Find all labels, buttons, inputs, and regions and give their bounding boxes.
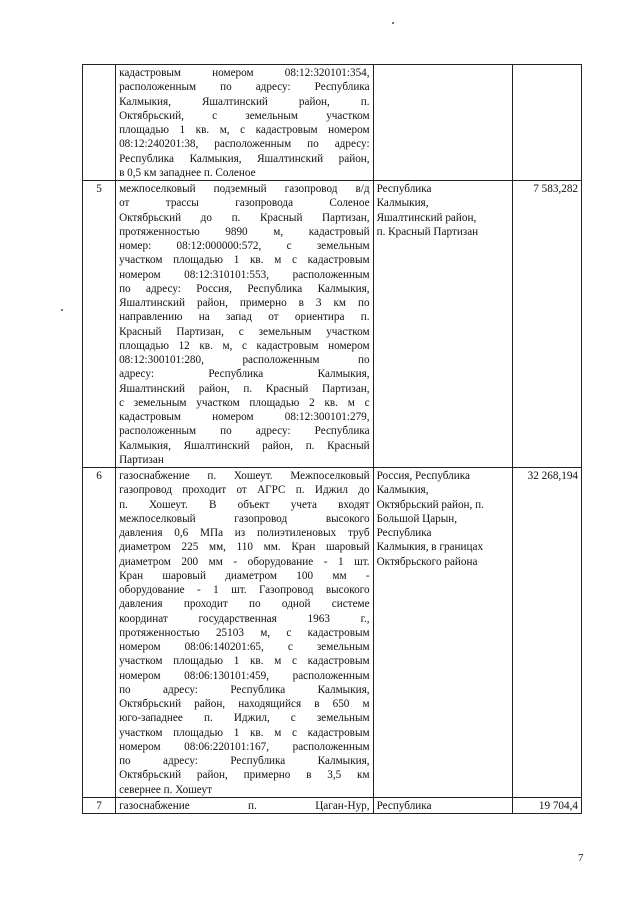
object-value: 19 704,4 [512, 797, 581, 813]
row-number [83, 65, 116, 181]
description-line: межпоселковый подземный газопровод в/д [119, 183, 370, 195]
scan-speck [392, 22, 394, 24]
address-line: Калмыкия, [376, 484, 429, 497]
description-line: давления проходит по одной системе [119, 598, 370, 611]
description-line: Калмыкия, Яшалтинский район, п. [119, 95, 370, 108]
description-line: номером 08:06:140201:65, с земельным [119, 641, 370, 653]
description-line: п. Хошеут. В объект учета входят [119, 498, 370, 511]
table-row [83, 468, 582, 798]
row-number: 6 [83, 468, 116, 798]
description-line: участком площадью 1 кв. м с кадастровым [119, 726, 370, 739]
address-line: Яшалтинский район, [376, 211, 477, 224]
description-line: диаметром 225 мм, 110 мм. Кран шаровый [119, 541, 370, 554]
description-line: от трассы газопровода Соленое [119, 197, 370, 210]
description-line: оборудование - 1 шт. Газопровод высокого [119, 584, 370, 596]
description-line: с земельным участком площадью 2 кв. м с [119, 396, 370, 409]
description-line: Октябрьский район, примерно в 3,5 км [119, 769, 370, 782]
table-row [83, 797, 582, 813]
description-line: Октябрьский район, находящийся в 650 м [119, 698, 370, 710]
description-line: межпоселковый газопровод высокого [119, 512, 370, 525]
description-line: Республика Калмыкия, Яшалтинский район, [119, 152, 370, 165]
description-line: направлению на запад от ориентира п. [119, 311, 370, 324]
address-line: Октябрьский район, п. [376, 498, 484, 511]
description-line: диаметром 200 мм - оборудование - 1 шт. [119, 555, 370, 568]
object-description [116, 181, 374, 468]
address-line: Большой Царын, [376, 512, 458, 525]
description-line: Яшалтинский район, п. Красный Партизан, [119, 382, 370, 395]
description-line: Яшалтинский район, примерно в 3 км по [119, 297, 370, 309]
address-line: Калмыкия, [376, 197, 429, 210]
description-line: кадастровым номером 08:12:320101:354, [119, 67, 370, 79]
description-line: юго-западнее п. Иджил, с земельным [119, 712, 370, 725]
address-line: Республика [376, 183, 432, 195]
page-number: 7 [578, 852, 584, 864]
description-line: 08:12:240201:38, расположенным по адресу: [119, 138, 370, 151]
description-line: Партизан [119, 453, 164, 466]
description-line: площадью 12 кв. м, с кадастровым номером [119, 339, 370, 352]
description-line: расположенным по адресу: Республика [119, 81, 370, 94]
description-line: площадью 1 кв. м, с кадастровым номером [119, 124, 370, 136]
description-line: адресу: Республика Калмыкия, [119, 368, 370, 381]
object-description [116, 468, 374, 798]
table-row [83, 181, 582, 468]
description-line: протяженностью 9890 м, кадастровый [119, 225, 370, 238]
description-line: Калмыкия, Яшалтинский район, п. Красный [119, 439, 370, 452]
object-address [373, 797, 512, 813]
address-line: Россия, Республика [376, 470, 470, 482]
description-line: участком площадью 1 кв. м с кадастровым [119, 254, 370, 267]
description-line: Красный Партизан, с земельным участком [119, 325, 370, 338]
table-row [83, 65, 582, 181]
description-line: газопровод проходит от АГРС п. Иджил до [119, 484, 370, 497]
description-line: участком площадью 1 кв. м с кадастровым [119, 655, 370, 668]
description-line: номером 08:06:220101:167, расположенным [119, 740, 370, 753]
address-line: Калмыкия, в границах [376, 541, 484, 554]
object-description [116, 797, 374, 813]
object-value: 7 583,282 [512, 181, 581, 468]
description-line: по адресу: Республика Калмыкия, [119, 683, 370, 696]
description-line: кадастровым номером 08:12:300101:279, [119, 411, 370, 423]
description-line: Октябрьский до п. Красный Партизан, [119, 211, 370, 224]
description-line: в 0,5 км западнее п. Соленое [119, 166, 256, 179]
address-line: Октябрьского района [376, 555, 478, 568]
description-line: 08:12:300101:280, расположенным по [119, 354, 370, 366]
object-address [373, 181, 512, 468]
description-line: газоснабжение п. Хошеут. Межпоселковый [119, 470, 370, 482]
object-value: 32 268,194 [512, 468, 581, 798]
description-line: координат государственная 1963 г., [119, 612, 370, 625]
description-line: севернее п. Хошеут [119, 783, 212, 796]
description-line: по адресу: Россия, Республика Калмыкия, [119, 282, 370, 295]
description-line: Октябрьский, с земельным участком [119, 109, 370, 122]
description-line: давления 0,6 МПа из полиэтиленовых труб [119, 527, 370, 539]
description-line: протяженностью 25103 м, с кадастровым [119, 626, 370, 639]
description-line: по адресу: Республика Калмыкия, [119, 755, 370, 767]
object-value [512, 65, 581, 181]
description-line: Кран шаровый диаметром 100 мм - [119, 569, 370, 582]
address-line: п. Красный Партизан [376, 225, 479, 238]
description-line: номером 08:06:130101:459, расположенным [119, 669, 370, 682]
object-address [373, 65, 512, 181]
scan-speck [61, 309, 63, 311]
row-number: 5 [83, 181, 116, 468]
row-number: 7 [83, 797, 116, 813]
object-address [373, 468, 512, 798]
address-line: Республика [376, 527, 432, 539]
object-description [116, 65, 374, 181]
description-line: газоснабжение п. Цаган-Нур, [119, 799, 370, 812]
description-line: номер: 08:12:000000:572, с земельным [119, 240, 370, 252]
description-line: номером 08:12:310101:553, расположенным [119, 268, 370, 281]
registry-table [82, 64, 582, 814]
address-line: Республика [376, 799, 432, 812]
description-line: расположенным по адресу: Республика [119, 425, 370, 438]
